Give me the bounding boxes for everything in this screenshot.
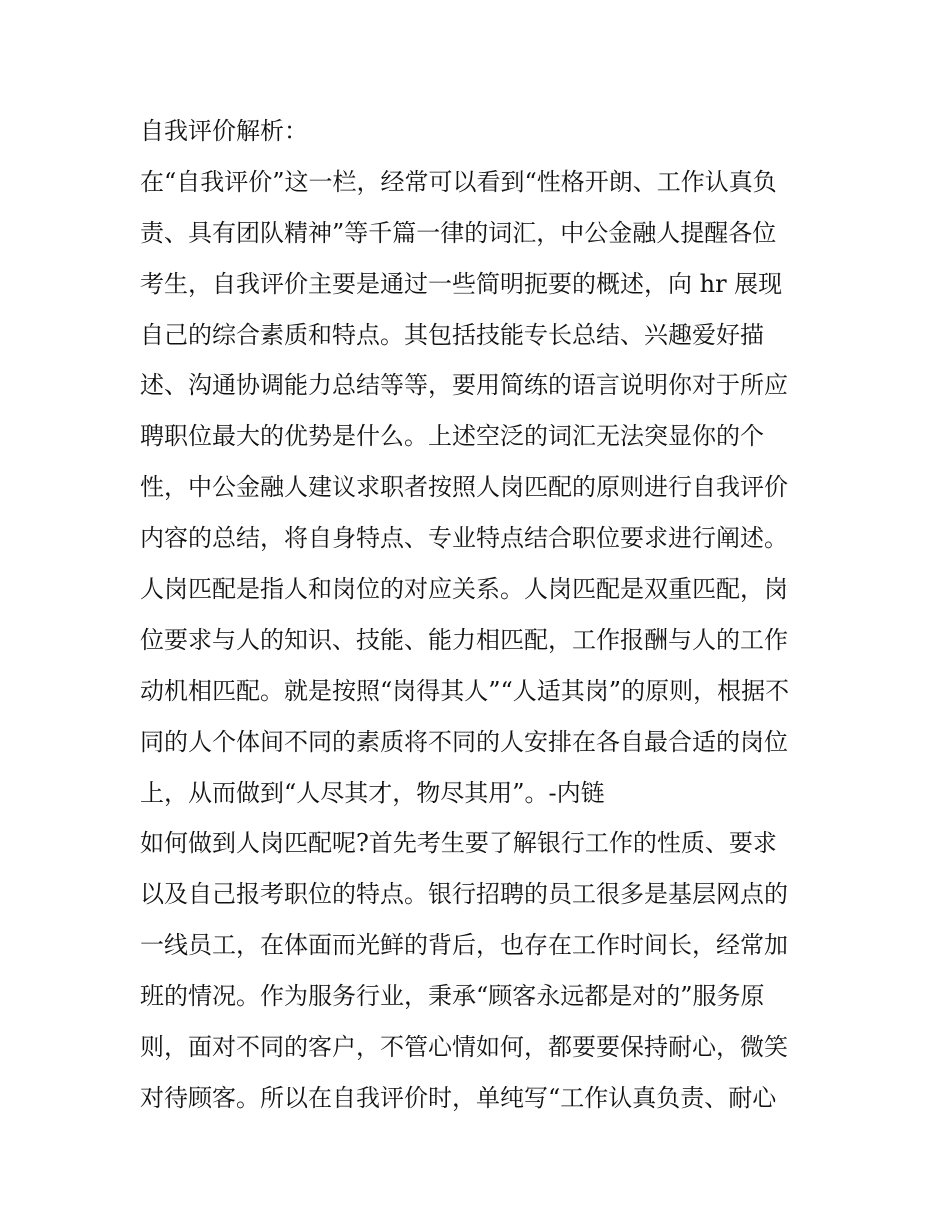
text-line: 内容的总结，将自身特点、专业特点结合职位要求进行阐述。: [140, 524, 788, 553]
text-line: 对待顾客。所以在自我评价时，单纯写“工作认真负责、耐心: [140, 1083, 777, 1112]
text-line: 责、具有团队精神”等千篇一律的词汇，中公金融人提醒各位: [140, 218, 777, 247]
text-line: 班的情况。作为服务行业，秉承“顾客永远都是对的”服务原: [140, 982, 765, 1011]
text-line: 同的人个体间不同的素质将不同的人安排在各自最合适的岗位: [140, 727, 788, 756]
text-line: 性，中公金融人建议求职者按照人岗匹配的原则进行自我评价: [140, 473, 788, 502]
text-line: 聘职位最大的优势是什么。上述空泛的词汇无法突显你的个: [140, 422, 764, 451]
text-line: 考生，自我评价主要是通过一些简明扼要的概述，向 hr 展现: [140, 269, 783, 298]
document-body: [140, 112, 820, 1130]
text-line: 自己的综合素质和特点。其包括技能专长总结、兴趣爱好描: [140, 320, 764, 349]
text-line: 如何做到人岗匹配呢?首先考生要了解银行工作的性质、要求: [140, 829, 777, 858]
text-line: 人岗匹配是指人和岗位的对应关系。人岗匹配是双重匹配，岗: [140, 575, 788, 604]
text-line: 述、沟通协调能力总结等等，要用简练的语言说明你对于所应: [140, 371, 788, 400]
text-line: 以及自己报考职位的特点。银行招聘的员工很多是基层网点的: [140, 880, 788, 909]
text-line: 在“自我评价”这一栏，经常可以看到“性格开朗、工作认真负: [140, 167, 777, 196]
text-line: 动机相匹配。就是按照“岗得其人”“人适其岗”的原则，根据不: [140, 676, 790, 705]
text-line: 上，从而做到“人尽其才，物尽其用”。-内链: [140, 778, 605, 807]
text-line: 则，面对不同的客户，不管心情如何，都要要保持耐心，微笑: [140, 1033, 788, 1062]
text-line: 位要求与人的知识、技能、能力相匹配，工作报酬与人的工作: [140, 625, 788, 654]
text-line: 一线员工，在体面而光鲜的背后，也存在工作时间长，经常加: [140, 931, 788, 960]
section-heading: 自我评价解析：: [140, 117, 308, 145]
